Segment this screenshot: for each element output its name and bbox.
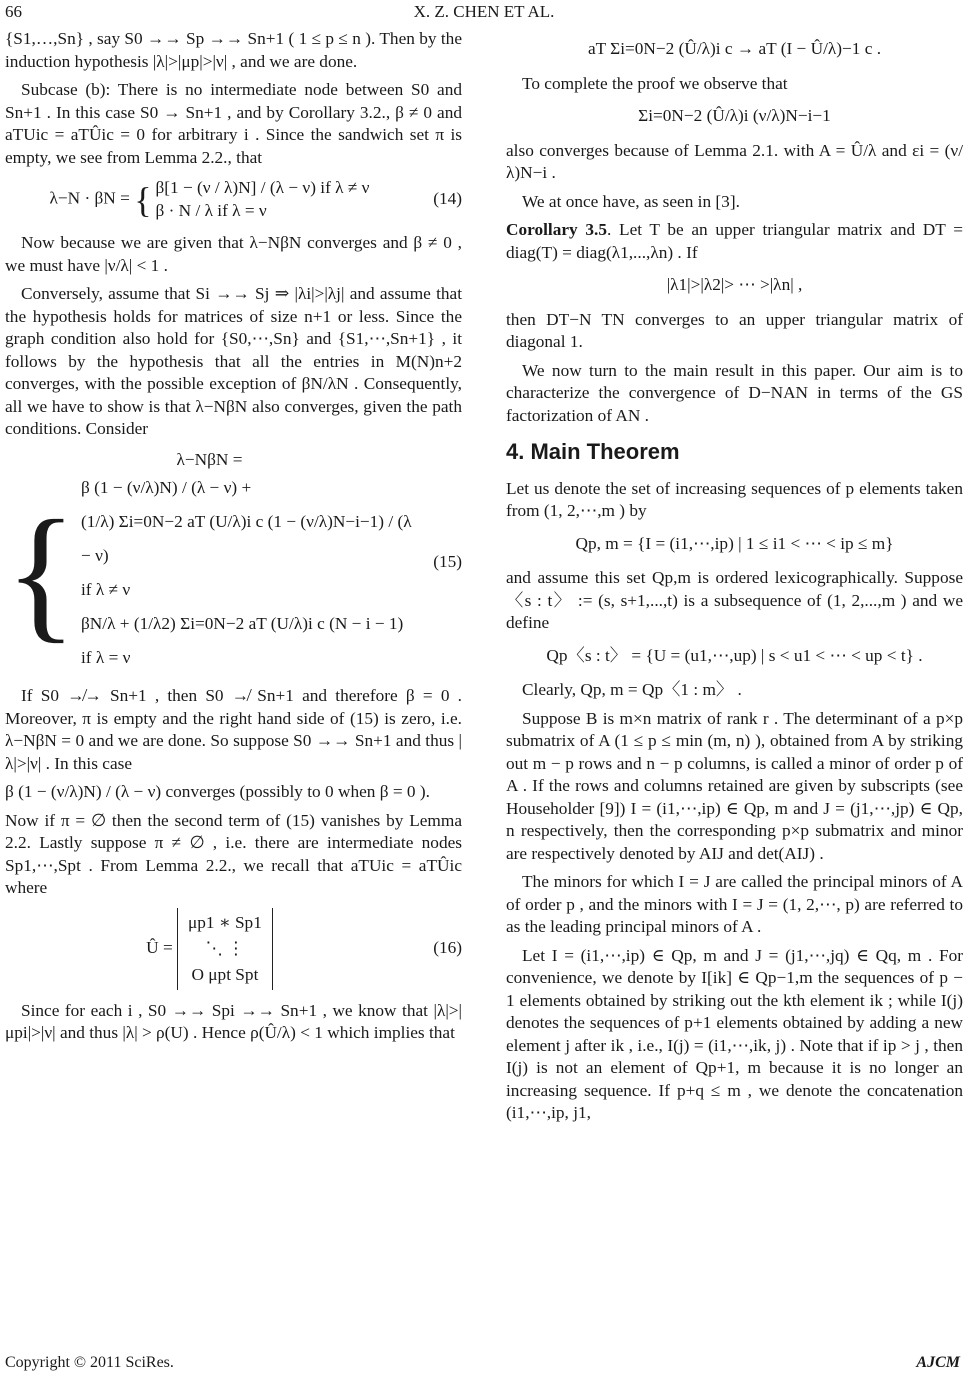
matrix-row: μp1 ∗ Sp1 — [188, 912, 262, 932]
matrix — [177, 908, 273, 990]
paragraph: We now turn to the main result in this paper. Our aim is to characterize the convergence of D−NAN in terms of the GS factorization of AN . — [506, 360, 963, 425]
equation-14 — [5, 177, 462, 222]
equation: Qp, m = {I = (i1,⋯,ip) | 1 ≤ i1 < ⋯ < ip ≤ m} — [575, 533, 894, 553]
paragraph: Let us denote the set of increasing sequences of p elements taken from (1, 2,⋯,m ) by — [506, 478, 963, 520]
equation-15 — [5, 449, 462, 676]
right-column — [506, 28, 963, 1131]
brace-icon: { — [134, 179, 152, 220]
brace-icon: { — [5, 490, 77, 656]
eq14-case1: β[1 − (ν / λ)N] / (λ − ν) if λ ≠ ν — [155, 178, 370, 197]
eq15-row: if λ ≠ ν — [81, 580, 131, 599]
left-column — [5, 28, 462, 1051]
paragraph: Conversely, assume that Si →→ Sj ⇒ |λi|>|λj| and assume that the hypothesis holds for matrices of size n+1 or less. Since the graph condition also hold for {S0,⋯,Sn} and {S1,⋯,Sn+1} , it follows by the hypothesis that all the entries in M(N)n+2 converges, with the possible exception of βN/λN . Consequently, all we have to show is that λ−NβN also converges, given the path conditions. Consider — [5, 284, 462, 438]
eq14-cases — [134, 177, 369, 222]
paragraph: Subcase (b): There is no intermediate node between S0 and Sn+1 . In this case S0 → Sn+1 , and by Corollary 3.2., β ≠ 0 and aTUic = aTÛic = 0 for arbitrary i . Since the sandwich set π is empty, we see from Lemma 2.2., that — [5, 80, 462, 167]
paragraph: To complete the proof we observe that — [522, 73, 788, 93]
page-number: 66 — [5, 2, 22, 21]
paragraph: Let I = (i1,⋯,ip) ∈ Qp, m and J = (j1,⋯,jq) ∈ Qq, m . For convenience, we denote by I[ik] ∈ Qp−1,m the sequences of p − 1 elements obtained by striking out the kth element ik ; while I(j) denotes the sequences of p+1 elements obtained by adding a new element j after ik , i.e., I(j) = (i1,⋯,ik, j) . Note that if ip > j , then I(j) is not an element of Qp+1, m because it is no longer an increasing sequence. If p+q ≤ m , we denote the concatenation (i1,⋯,ip, j1, — [506, 945, 963, 1122]
paragraph: If S0 ↛→ Sn+1 , then S0 ↛ Sn+1 and therefore β = 0 . Moreover, π is empty and the right hand side of (15) is zero, i.e. λ−NβN = 0 and we are done. So suppose S0 →→ Sn+1 and thus |λ|>|ν| . In this case — [5, 686, 462, 773]
eq14-lhs: λ−N · βN = — [49, 188, 130, 208]
paragraph: Suppose B is m×n matrix of rank r . The determinant of a p×p submatrix of A (1 ≤ p ≤ min (m, n) ), obtained from A by striking out m − p rows and n − p columns, is called a minor of order p of A . If the rows and columns retained are given by subscripts (see Householder [9]) I = (i1,⋯,ip) ∈ Qp, m and J = (j1,⋯,jp) ∈ Qp, n respectively, then the corresponding p×p submatrix and minor are respectively denoted by AIJ and det(AIJ) . — [506, 708, 963, 863]
eq15-cases — [5, 471, 414, 675]
equation-number: (16) — [433, 938, 462, 958]
corollary-label: Corollary 3.5 — [506, 220, 607, 239]
paragraph — [506, 219, 963, 264]
paragraph: Since for each i , S0 →→ Spi →→ Sn+1 , we know that |λ|>|μpi|>|ν| and thus |λ| > ρ(U) . Hence ρ(Û/λ) < 1 which implies that — [5, 1000, 462, 1042]
paragraph: We at once have, as seen in [3]. — [522, 191, 740, 211]
running-title: X. Z. CHEN ET AL. — [413, 2, 555, 21]
paragraph: also converges because of Lemma 2.1. with A = Û/λ and εi = (ν/λ)N−i . — [506, 140, 963, 182]
eq15-row: βN/λ + (1/λ2) Σi=0N−2 aT (U/λ)i c (N − i − 1) — [81, 614, 404, 633]
eq15-row: if λ = ν — [81, 648, 131, 667]
eq15-row: β (1 − (ν/λ)N) / (λ − ν) + — [81, 478, 252, 497]
journal-abbreviation: AJCM — [916, 1354, 960, 1371]
paragraph: Clearly, Qp, m = Qp〈1 : m〉 . — [522, 680, 742, 699]
paragraph: then DT−N TN converges to an upper triangular matrix of diagonal 1. — [506, 309, 963, 351]
paragraph: Now if π = ∅ then the second term of (15) vanishes by Lemma 2.2. Lastly suppose π ≠ ∅ , i.e. there are intermediate nodes Sp1,⋯,Spt . From Lemma 2.2., we recall that aTUic = aTÛic where — [5, 810, 462, 897]
matrix-row: ⋱ ⋮ — [205, 938, 245, 958]
equation-number: (15) — [433, 551, 462, 571]
inline-expression: β (1 − (ν/λ)N) / (λ − ν) — [5, 782, 162, 801]
equation-number: (14) — [433, 189, 462, 209]
equation: aT Σi=0N−2 (Û/λ)i c → aT (I − Û/λ)−1 c . — [587, 39, 882, 58]
paragraph: {S1,…,Sn} , say S0 →→ Sp →→ Sn+1 ( 1 ≤ p ≤ n ). Then by the induction hypothesis |λ|>|μp|>|ν| , and we are done. — [5, 29, 462, 71]
paragraph: The minors for which I = J are called the principal minors of A of order p , and the minors with I = J = (1, 2,⋯, p) are referred to as the leading principal minors of A . — [506, 872, 963, 936]
paragraph: and assume this set Qp,m is ordered lexicographically. Suppose 〈s : t〉 := (s, s+1,...,t) is a subsequence of (1, 2,...,m ) and we define — [506, 568, 963, 632]
equation: Σi=0N−2 (Û/λ)i (ν/λ)N−i−1 — [638, 106, 831, 125]
eq15-lhs: λ−NβN = — [176, 449, 243, 469]
paragraph: Now because we are given that λ−NβN converges and β ≠ 0 , we must have |ν/λ| < 1 . — [5, 233, 462, 275]
equation: Qp〈s : t〉 = {U = (u1,⋯,up) | s < u1 < ⋯ < up < t} . — [546, 645, 923, 665]
eq16-lhs: Û = — [146, 937, 173, 957]
paragraph — [5, 781, 462, 804]
eq14-case2: β · N / λ if λ = ν — [155, 200, 267, 220]
corollary-text: . Let T be an upper triangular matrix and DT = diag(T) = diag(λ1,...,λn) . If — [506, 220, 963, 262]
inline-text: converges (possibly to 0 when β = 0 ). — [165, 782, 430, 801]
equation-16 — [5, 908, 462, 990]
eq15-row: (1/λ) Σi=0N−2 aT (U/λ)i c (1 − (ν/λ)N−i−1) / (λ − ν) — [81, 512, 412, 565]
section-heading: 4. Main Theorem — [506, 439, 680, 464]
matrix-row: O μpt Spt — [191, 964, 259, 984]
copyright-notice: Copyright © 2011 SciRes. — [5, 1354, 174, 1371]
equation: |λ1|>|λ2|> ⋯ >|λn| , — [666, 275, 803, 294]
